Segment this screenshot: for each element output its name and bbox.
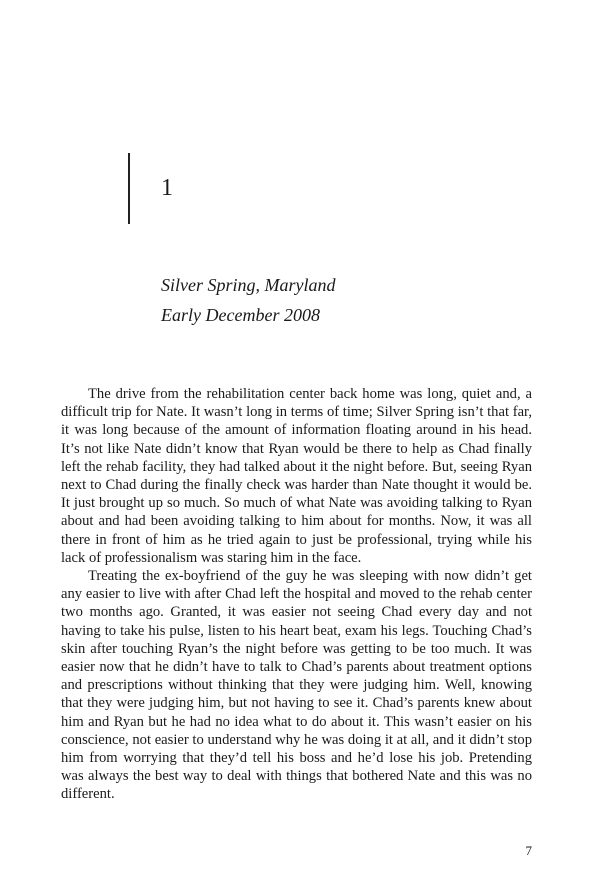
paragraph: The drive from the rehabilitation center back home was long, quiet and, a difficult trip for Nate. It wasn’t long in terms of time; Silver Spring isn’t that far, it was long because of the amount of information floating around in his head. It’s not like Nate didn’t know that Ryan would be there to help as Chad finally left the rehab facility, they had talked about it the night before. But, seeing Ryan next to Chad during the finally check was harder than Nate thought it would be. It just brought up so much. So much of what Nate was avoiding talking to Ryan about and had been avoiding talking to him about for months. Now, it was all there in front of him as he tried again to just be professional, trying while his lack of professionalism was staring him in the face. [61,386,532,566]
page-number: 7 [525,843,532,858]
chapter-number: 1 [161,175,173,201]
body-text [61,385,532,804]
chapter-rule [128,153,130,224]
chapter-location: Silver Spring, Maryland [161,275,336,295]
chapter-heading [161,270,335,330]
paragraph: Treating the ex-boyfriend of the guy he was sleeping with now didn’t get any easier to live with after Chad left the hospital and moved to the rehab center two months ago. Granted, it was easier not seeing Chad every day and not having to take his pulse, listen to his heart beat, exam his legs. Touching Chad’s skin after touching Ryan’s the night before was getting to be too much. It was easier now that he didn’t have to talk to Chad’s parents about treatment options and prescriptions without thinking that they were judging him. Well, knowing that they were judging him, but not having to see it. Chad’s parents knew about him and Ryan but he had no idea what to do about it. This wasn’t easier on his conscience, not easier to understand why he was doing it at all, and it didn’t stop him from worrying that they’d tell his boss and he’d lose his job. Pretending was always the best way to deal with things that bothered Nate and this was no different. [61,568,532,803]
chapter-date: Early December 2008 [161,305,320,325]
